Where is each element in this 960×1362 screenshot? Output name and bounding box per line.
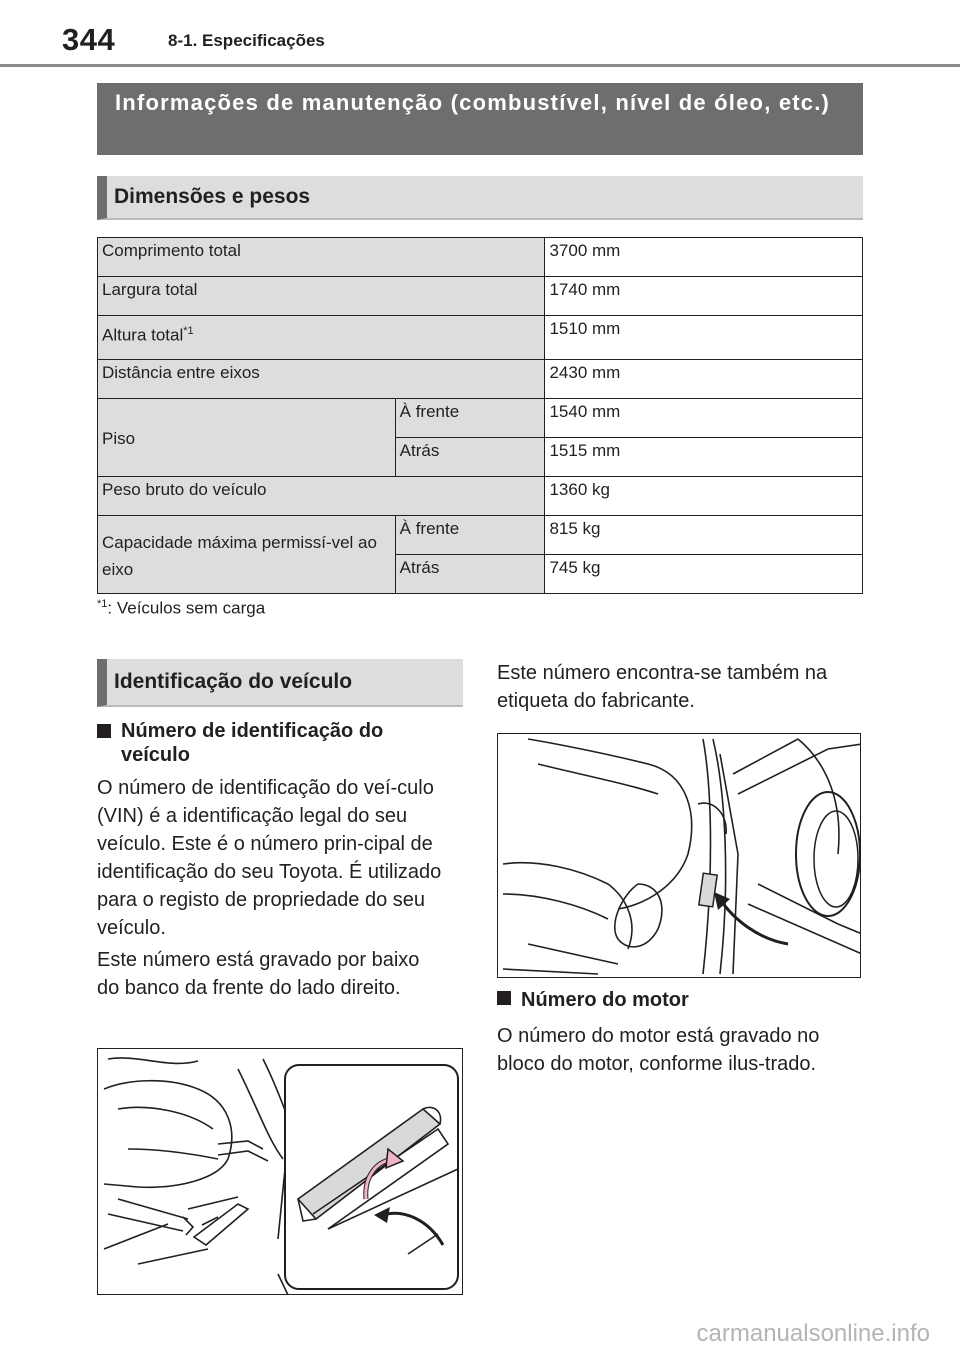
site-watermark: carmanualsonline.info [696, 1320, 930, 1347]
table-row [98, 238, 863, 277]
row-sublabel: À frente [395, 516, 545, 555]
row-label: Comprimento total [98, 238, 545, 277]
row-value: 1360 kg [545, 477, 863, 516]
row-value: 2430 mm [545, 360, 863, 399]
row-label: Piso [98, 399, 396, 477]
row-label: Largura total [98, 277, 545, 316]
vin-paragraph-1: O número de identificação do veí-culo (VIN) é a identificação legal do seu veículo. Este é o número prin-cipal de identificação do seu Toyota. É utilizado para o registo de propriedade do seu veículo. [97, 777, 442, 939]
row-value: 3700 mm [545, 238, 863, 277]
vin-heading-text: Número de identificação do veículo [121, 720, 384, 766]
door-pillar-illustration [497, 733, 861, 978]
seat-floor-drawing [98, 1049, 463, 1295]
engine-paragraph: O número do motor está gravado no bloco do motor, conforme ilus-trado. [497, 1025, 820, 1075]
row-label: Peso bruto do veículo [98, 477, 545, 516]
table-row [98, 360, 863, 399]
row-label [98, 316, 545, 360]
bullet-square-icon [497, 991, 511, 1005]
header-divider [0, 64, 960, 67]
vin-location-illustration [97, 1048, 463, 1295]
footnote-marker: *1 [97, 598, 108, 610]
engine-heading [497, 988, 863, 1012]
bullet-square-icon [97, 724, 111, 738]
table-row [98, 399, 863, 438]
footnote-marker: *1 [183, 325, 194, 337]
row-value: 1515 mm [545, 438, 863, 477]
table-row [98, 477, 863, 516]
vin-paragraph-2: Este número está gravado por baixo do banco da frente do lado direito. [97, 949, 420, 999]
row-value: 815 kg [545, 516, 863, 555]
row-sublabel: Atrás [395, 438, 545, 477]
dimensions-table [97, 237, 863, 594]
engine-heading-text: Número do motor [521, 989, 689, 1011]
row-label-text: Altura total [102, 325, 184, 345]
label-paragraph: Este número encontra-se também na etiqueta do fabricante. [497, 662, 828, 712]
row-value: 1540 mm [545, 399, 863, 438]
table-row [98, 316, 863, 360]
maintenance-banner: Informações de manutenção (combustível, nível de óleo, etc.) [97, 83, 863, 155]
table-row [98, 516, 863, 555]
table-row [98, 277, 863, 316]
table-footnote [97, 598, 265, 619]
row-value: 1740 mm [545, 277, 863, 316]
row-sublabel: Atrás [395, 555, 545, 594]
row-sublabel: À frente [395, 399, 545, 438]
page-number: 344 [62, 22, 116, 57]
dimensions-heading: Dimensões e pesos [97, 176, 863, 220]
vin-heading [97, 719, 457, 767]
row-value: 1510 mm [545, 316, 863, 360]
footnote-text: : Veículos sem carga [107, 598, 266, 618]
row-label: Capacidade máxima permissí-vel ao eixo [98, 516, 396, 594]
section-title: 8-1. Especificações [168, 31, 325, 50]
row-label: Distância entre eixos [98, 360, 545, 399]
row-value: 745 kg [545, 555, 863, 594]
identification-heading: Identificação do veículo [97, 659, 463, 707]
door-pillar-drawing [498, 734, 861, 978]
